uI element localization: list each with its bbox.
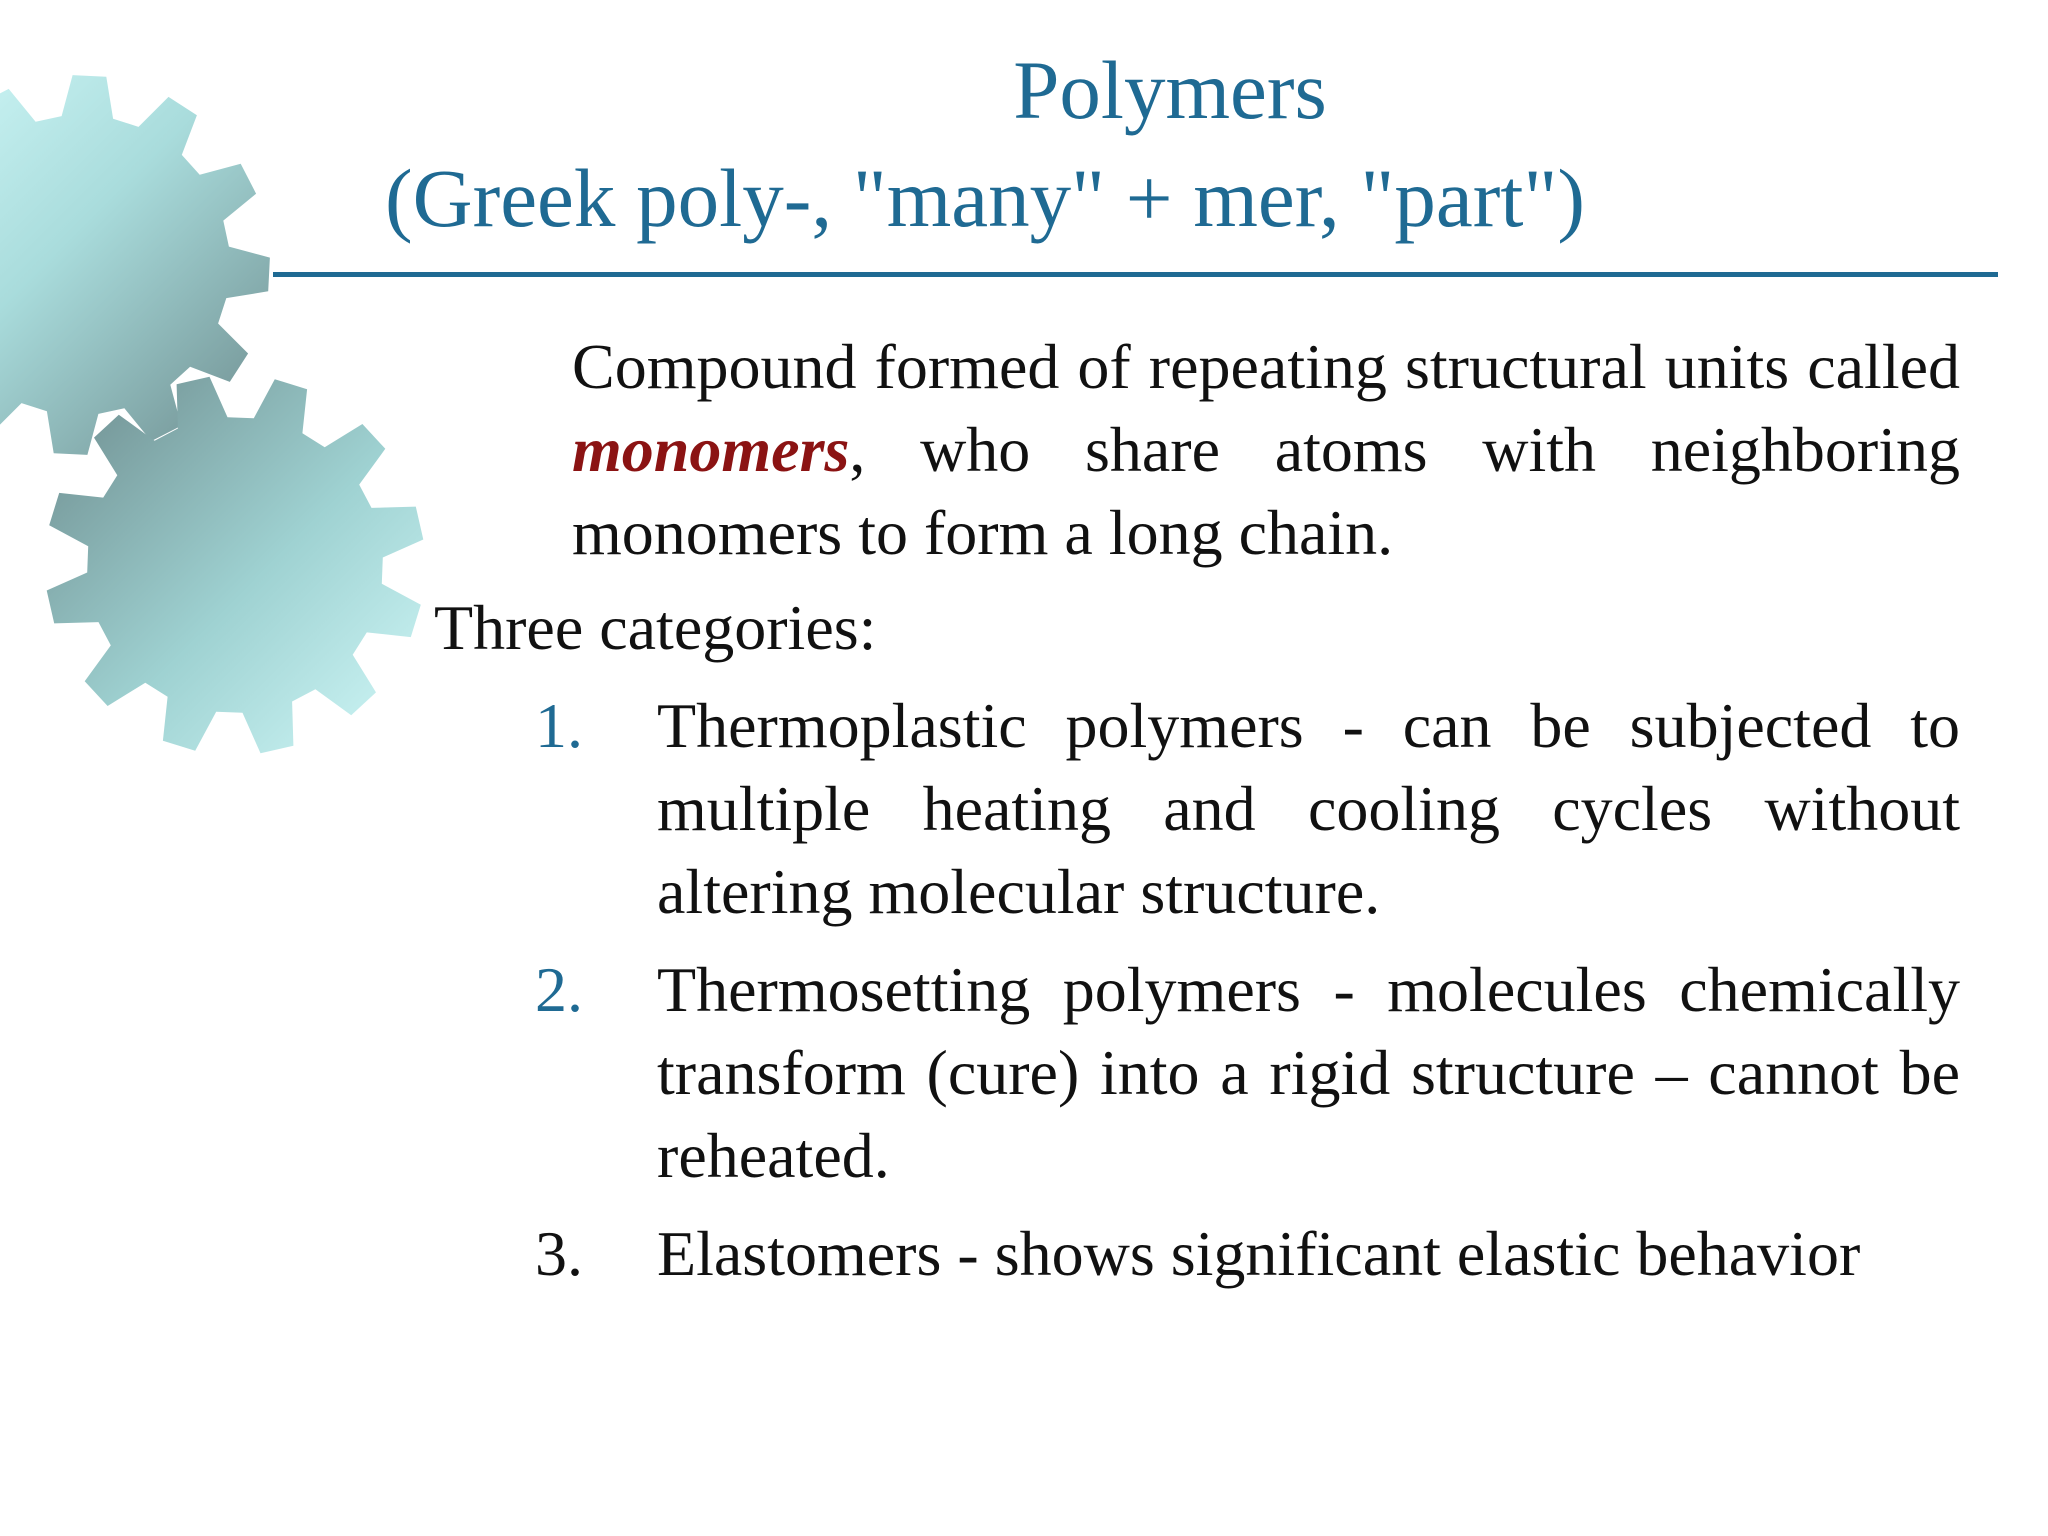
intro-text-after: , who share atoms with neighboring monomers to form a long chain. (572, 414, 1960, 568)
gear-top-shape (0, 75, 270, 455)
slide-title (280, 36, 2048, 252)
list-item-text: Thermosetting polymers - molecules chemically transform (cure) into a rigid structure – cannot be reheated. (657, 954, 1960, 1191)
monomers-emphasis: monomers (572, 414, 850, 485)
categories-list (535, 684, 1960, 1310)
list-item-number: 1. (535, 690, 583, 761)
title-line-1: Polymers (1013, 44, 1327, 136)
list-item-text: Thermoplastic polymers - can be subjected to multiple heating and cooling cycles without altering molecular structure. (657, 690, 1960, 927)
gear-bottom-shape (47, 377, 424, 754)
categories-heading: Three categories: (434, 592, 877, 663)
list-item (535, 948, 1960, 1197)
intro-text-before: Compound formed of repeating structural units called (572, 331, 1960, 402)
list-item (535, 684, 1960, 933)
list-item-number: 3. (535, 1218, 583, 1289)
title-line-2: (Greek poly-, "many" + mer, "part") (385, 152, 1585, 244)
intro-paragraph (572, 325, 1960, 574)
gear-bottom-icon (47, 377, 424, 754)
title-underline (273, 272, 1998, 277)
list-item (535, 1212, 1960, 1295)
list-item-number: 2. (535, 954, 583, 1025)
gear-top-icon (0, 75, 270, 455)
list-item-text: Elastomers - shows significant elastic behavior (657, 1218, 1861, 1289)
